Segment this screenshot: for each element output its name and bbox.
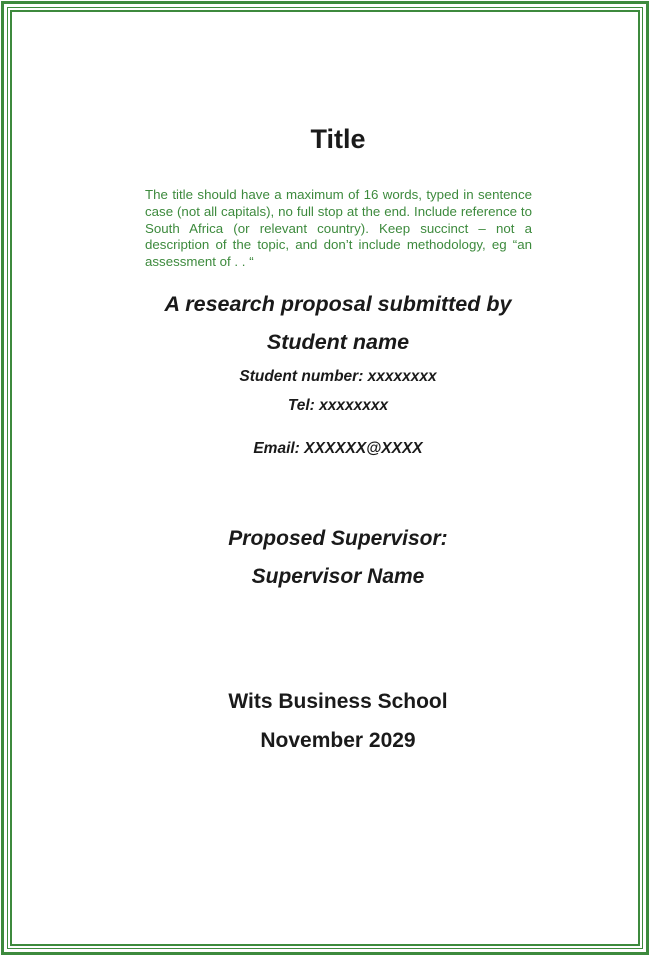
student-email: Email: XXXXXX@XXXX	[253, 440, 423, 457]
title-instructions: The title should have a maximum of 16 words, typed in sentence case (not all capitals), no full stop at the end. Include reference to South Africa (or relevant country). Keep succinct – not a description of the topic, and don’t include methodology, eg “an assessment of . . “	[145, 187, 532, 270]
supervisor-name: Supervisor Name	[251, 565, 425, 588]
student-number: Student number: xxxxxxxx	[239, 368, 437, 385]
submission-date: November 2029	[260, 729, 416, 752]
school-name: Wits Business School	[228, 690, 448, 713]
submitted-by-line: A research proposal submitted by	[164, 292, 512, 316]
page-title: Title	[310, 124, 366, 154]
student-tel: Tel: xxxxxxxx	[287, 397, 389, 414]
proposed-supervisor-label: Proposed Supervisor:	[228, 527, 448, 550]
student-name: Student name	[266, 330, 410, 354]
